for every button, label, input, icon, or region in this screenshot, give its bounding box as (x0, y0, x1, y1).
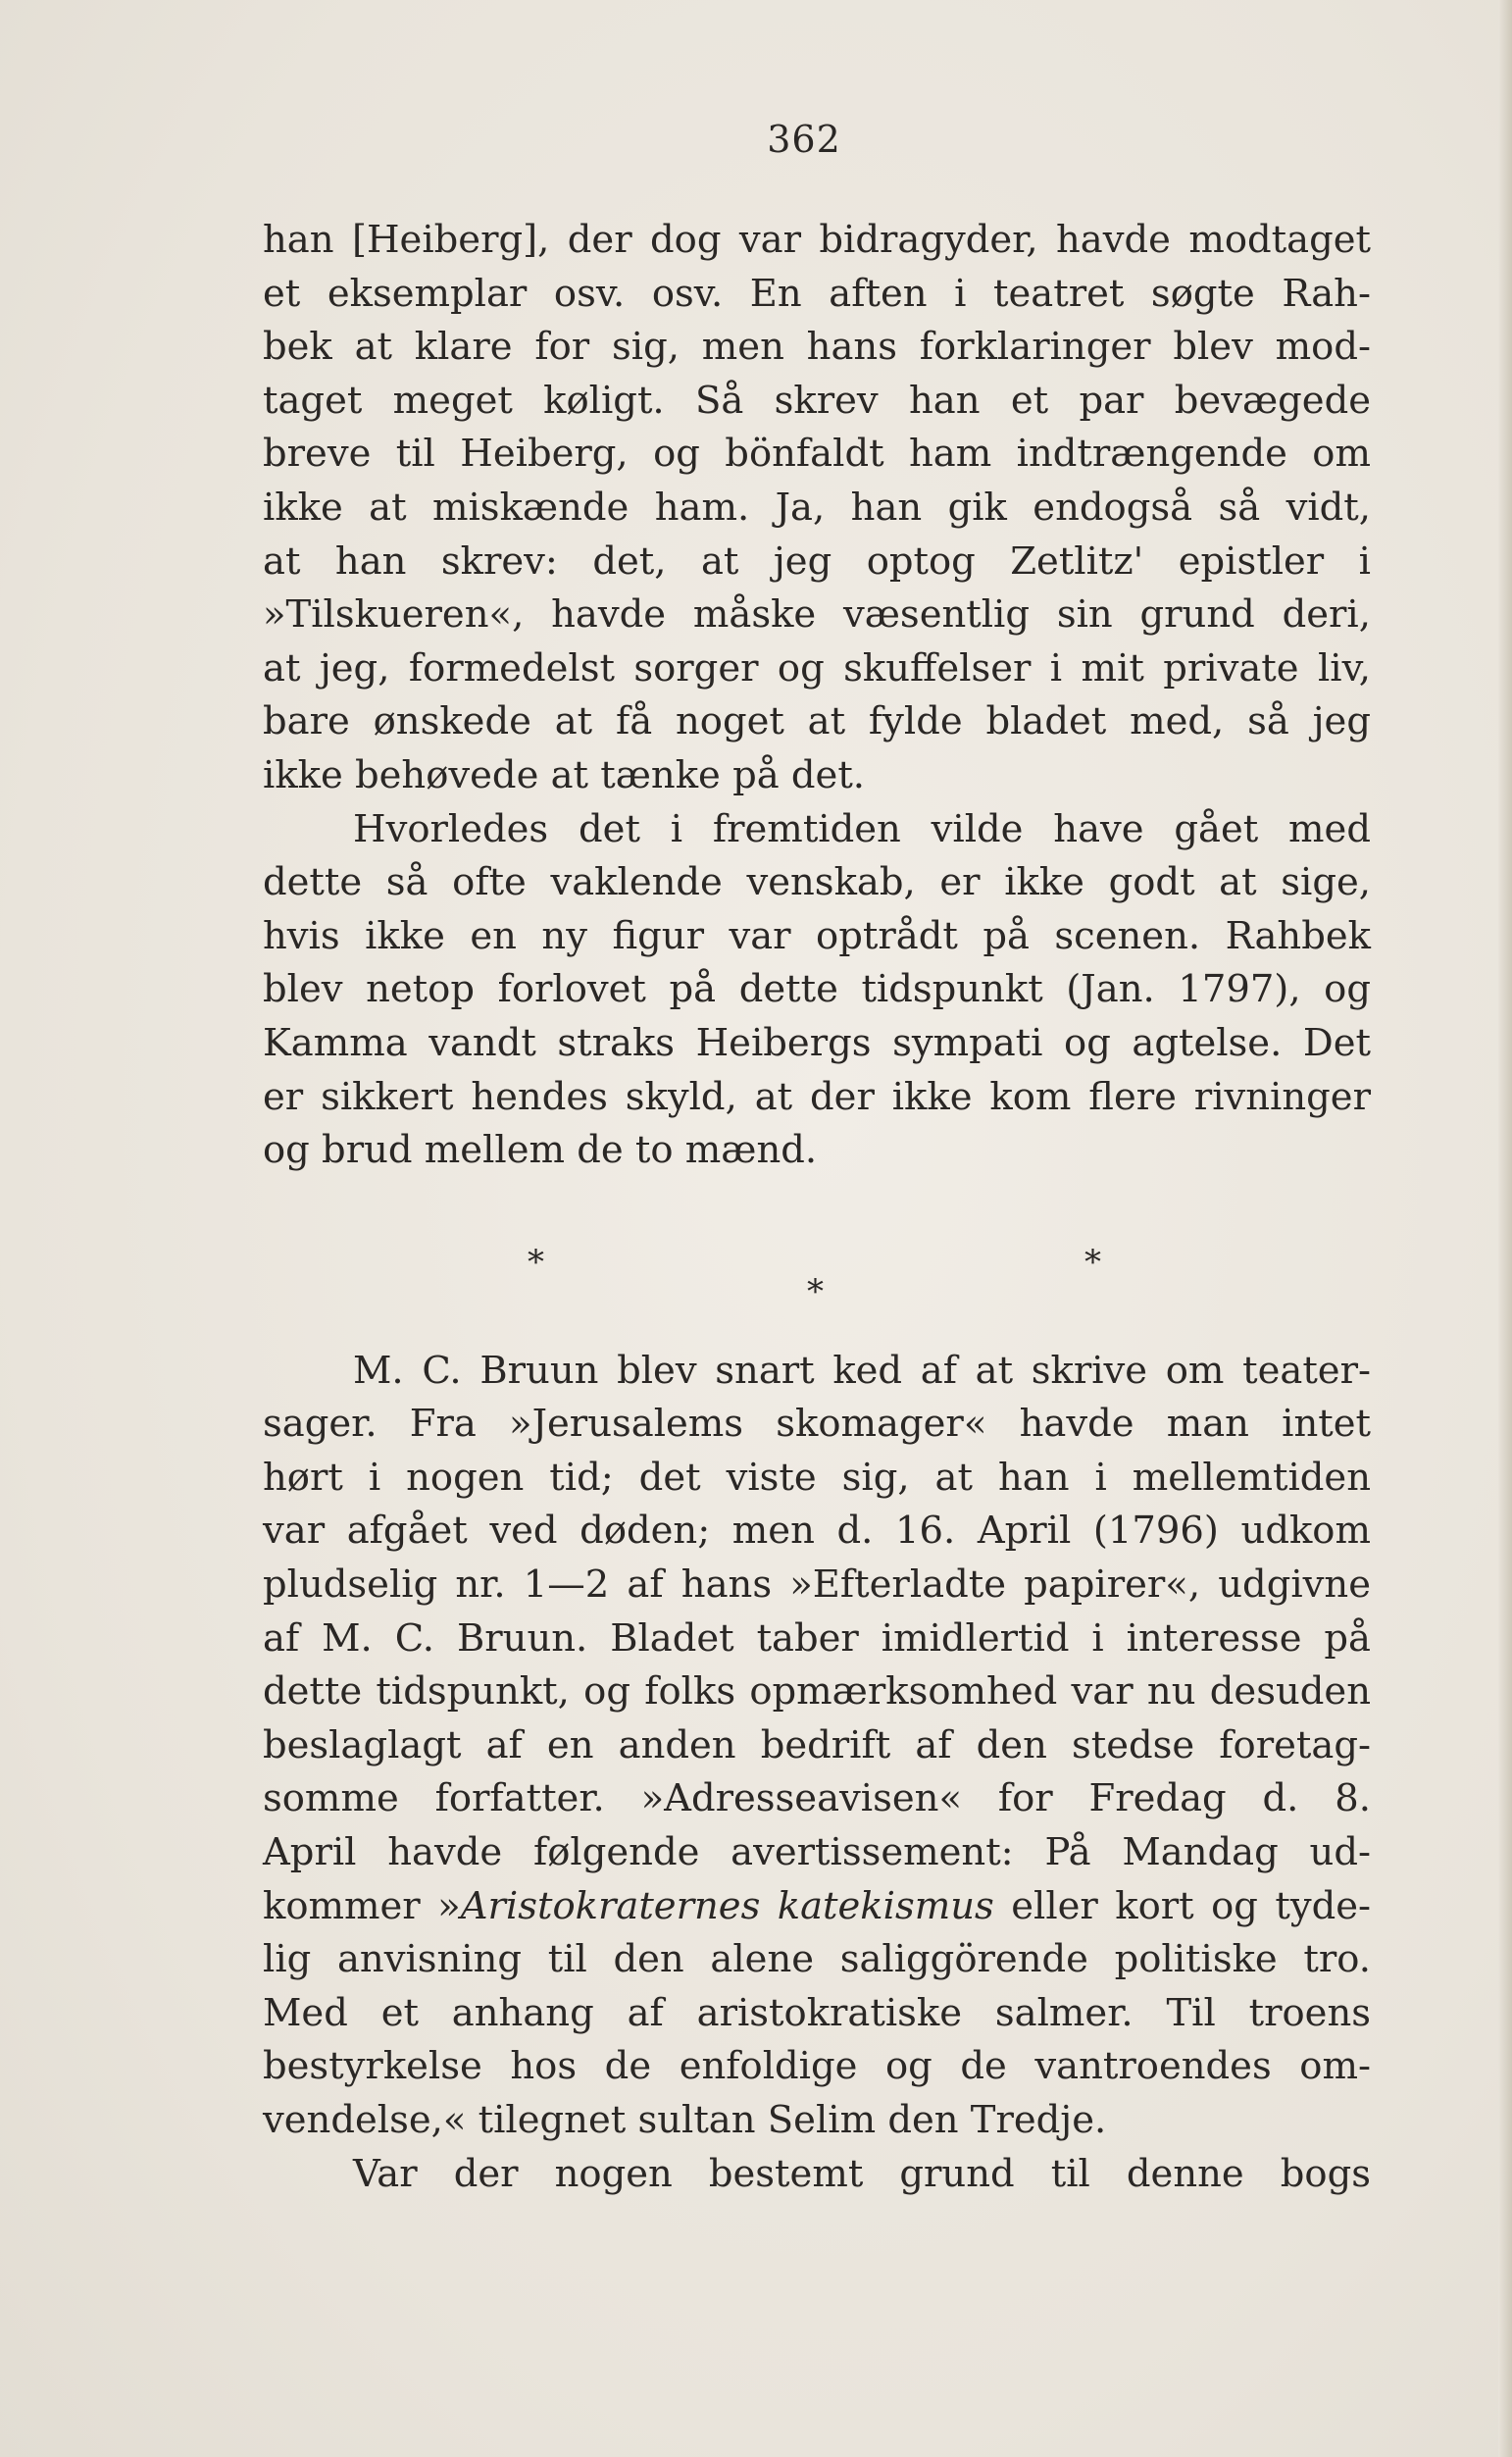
asterisk-mark: * (1084, 1242, 1101, 1282)
asterisk-mark: * (807, 1271, 824, 1311)
text-line: taget meget køligt. Så skrev han et par bevægede (263, 378, 1371, 423)
text-line: hørt i nogen tid; det viste sig, at han i mellemtiden (263, 1455, 1371, 1500)
text-line: April havde følgende avertissement: På Mandag ud- (263, 1830, 1371, 1875)
text-line: dette så ofte vaklende venskab, er ikke godt at sige, (263, 860, 1371, 905)
paragraph-4 (263, 2148, 1371, 2202)
text-line: af M. C. Bruun. Bladet taber imidlertid i interesse på (263, 1615, 1371, 1661)
text-line: dette tidspunkt, og folks opmærksomhed var nu desuden (263, 1669, 1371, 1715)
text-line: lig anvisning til den alene saliggörende politiske tro. (263, 1937, 1371, 1982)
text-line: at han skrev: det, at jeg optog Zetlitz' epistler i (263, 538, 1371, 584)
text-line: og brud mellem de to mænd. (263, 1128, 818, 1173)
text-line: et eksemplar osv. osv. En aften i teatret søgte Rah- (263, 271, 1371, 316)
paragraph-2 (263, 803, 1371, 1178)
text-line: Var der nogen bestemt grund til denne bogs (353, 2151, 1371, 2196)
paragraph-1 (263, 214, 1371, 803)
text-segment: kommer » (263, 1883, 461, 1928)
text-line: »Tilskueren«, havde måske væsentlig sin grund deri, (263, 592, 1371, 638)
text-line: vendelse,« tilegnet sultan Selim den Tredje. (263, 2098, 1107, 2142)
text-line: at jeg, formedelst sorger og skuffelser i mit private liv, (263, 645, 1371, 691)
text-line: M. C. Bruun blev snart ked af at skrive om teater- (353, 1348, 1371, 1393)
text-line: sager. Fra »Jerusalems skomager« havde man intet (263, 1402, 1371, 1447)
text-line: somme forfatter. »Adresseavisen« for Fredag d. 8. (263, 1776, 1371, 1821)
text-line: beslaglagt af en anden bedrift af den stedse foretag- (263, 1722, 1371, 1767)
text-line: hvis ikke en ny figur var optrådt på scenen. Rahbek (263, 913, 1371, 958)
page-number: 362 (767, 118, 841, 161)
body-text (263, 214, 1371, 2201)
text-segment: eller kort og tyde- (993, 1883, 1372, 1928)
text-line: Hvorledes det i fremtiden vilde have gået med (353, 806, 1371, 851)
text-line: pludselig nr. 1—2 af hans »Efterladte papirer«, udgivne (263, 1562, 1371, 1608)
text-line: Kamma vandt straks Heibergs sympati og agtelse. Det (263, 1020, 1371, 1065)
text-line: bare ønskede at få noget at fylde bladet med, så jeg (263, 699, 1371, 744)
text-line: breve til Heiberg, og bönfaldt ham indtrængende om (263, 432, 1371, 477)
text-line: Med et anhang af aristokratiske salmer. Til troens (263, 1990, 1371, 2035)
asterisk-mark: * (528, 1242, 544, 1282)
text-line (263, 1880, 1371, 1934)
section-separator (263, 1237, 1371, 1345)
text-line: blev netop forlovet på dette tidspunkt (Jan. 1797), og (263, 967, 1371, 1012)
paragraph-3 (263, 1345, 1371, 2148)
text-line: han [Heiberg], der dog var bidragyder, havde modtaget (263, 218, 1371, 262)
text-line: ikke at miskænde ham. Ja, han gik endogså så vidt, (263, 485, 1371, 530)
page-edge (1498, 0, 1512, 2457)
text-line: ikke behøvede at tænke på det. (263, 752, 866, 797)
text-line: var afgået ved døden; men d. 16. April (1796) udkom (263, 1509, 1371, 1554)
book-title: Aristokraternes katekismus (460, 1883, 994, 1928)
text-line: er sikkert hendes skyld, at der ikke kom flere rivninger (263, 1074, 1371, 1119)
text-line: bek at klare for sig, men hans forklaringer blev mod- (263, 325, 1371, 370)
text-line: bestyrkelse hos de enfoldige og de vantroendes om- (263, 2044, 1371, 2089)
